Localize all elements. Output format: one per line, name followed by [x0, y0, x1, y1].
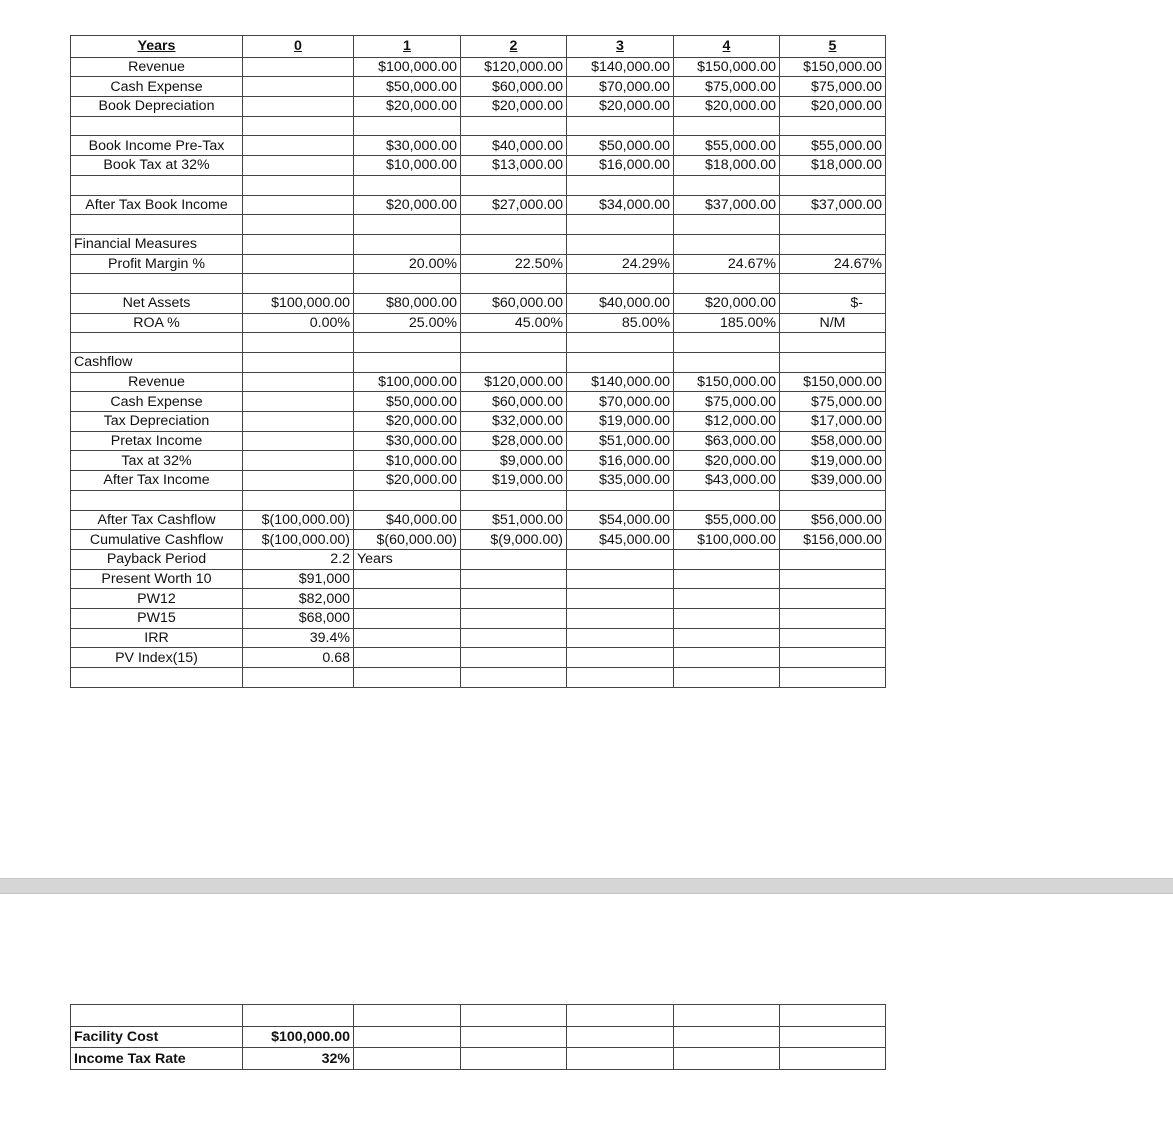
empty-cell: [674, 648, 780, 668]
row-label: Book Tax at 32%: [71, 156, 243, 176]
empty-cell: [674, 608, 780, 628]
empty-cell: [567, 353, 674, 373]
cell: $75,000.00: [674, 392, 780, 412]
section-label: Financial Measures: [71, 234, 243, 254]
blank-row: [71, 1005, 886, 1027]
empty-cell: [354, 1005, 461, 1027]
empty-cell: [354, 1048, 461, 1070]
blank-row: [71, 116, 886, 136]
cell: [243, 372, 354, 392]
cell: 185.00%: [674, 313, 780, 333]
cell: 22.50%: [461, 254, 567, 274]
cell: $60,000.00: [461, 293, 567, 313]
empty-cell: [567, 589, 674, 609]
cell: $75,000.00: [780, 77, 886, 97]
payback-unit: Years: [354, 549, 461, 569]
empty-cell: [461, 116, 567, 136]
after-tax-book-income-row: [71, 195, 886, 215]
analysis-table: [70, 35, 886, 688]
empty-cell: [243, 490, 354, 510]
cell: 85.00%: [567, 313, 674, 333]
cell: $20,000.00: [567, 97, 674, 117]
section-label: Cashflow: [71, 353, 243, 373]
year-2-header: 2: [461, 36, 567, 58]
empty-cell: [243, 353, 354, 373]
empty-cell: [243, 274, 354, 294]
empty-cell: [780, 608, 886, 628]
cf-revenue-row: [71, 372, 886, 392]
cell: $51,000.00: [567, 431, 674, 451]
inputs-table: [70, 1004, 886, 1070]
cell: $80,000.00: [354, 293, 461, 313]
empty-cell: [780, 648, 886, 668]
empty-cell: [461, 490, 567, 510]
empty-cell: [461, 569, 567, 589]
cell: $100,000.00: [354, 57, 461, 77]
empty-cell: [567, 175, 674, 195]
cell: [243, 136, 354, 156]
cell: $17,000.00: [780, 412, 886, 432]
cell: [243, 156, 354, 176]
cell: 20.00%: [354, 254, 461, 274]
year-0-header: 0: [243, 36, 354, 58]
row-label: Pretax Income: [71, 431, 243, 451]
empty-cell: [674, 589, 780, 609]
cell: $9,000.00: [461, 451, 567, 471]
cell: $20,000.00: [461, 97, 567, 117]
net-assets-row: [71, 293, 886, 313]
cell: 24.29%: [567, 254, 674, 274]
empty-cell: [674, 353, 780, 373]
after-tax-cashflow-row: [71, 510, 886, 530]
cf-tax-depreciation-row: [71, 412, 886, 432]
empty-cell: [674, 569, 780, 589]
empty-cell: [674, 175, 780, 195]
cell: $20,000.00: [674, 293, 780, 313]
empty-cell: [674, 549, 780, 569]
cell: $120,000.00: [461, 57, 567, 77]
empty-cell: [461, 1026, 567, 1048]
cell: $39,000.00: [780, 471, 886, 491]
empty-cell: [780, 1005, 886, 1027]
empty-cell: [567, 333, 674, 353]
cell: $100,000.00: [354, 372, 461, 392]
cell: $156,000.00: [780, 530, 886, 550]
cell: $(100,000.00): [243, 530, 354, 550]
row-label: PV Index(15): [71, 648, 243, 668]
cf-cash-expense-row: [71, 392, 886, 412]
empty-cell: [780, 116, 886, 136]
pw12-row: [71, 589, 886, 609]
empty-cell: [243, 333, 354, 353]
empty-cell: [461, 274, 567, 294]
pv-index-value: 0.68: [243, 648, 354, 668]
empty-cell: [461, 333, 567, 353]
empty-cell: [461, 628, 567, 648]
empty-cell: [354, 569, 461, 589]
cell: $50,000.00: [354, 392, 461, 412]
pv-index-row: [71, 648, 886, 668]
empty-cell: [71, 668, 243, 688]
cell: 24.67%: [674, 254, 780, 274]
empty-cell: [674, 1048, 780, 1070]
cell: $16,000.00: [567, 451, 674, 471]
cell: 45.00%: [461, 313, 567, 333]
payback-value: 2.2: [243, 549, 354, 569]
empty-cell: [71, 175, 243, 195]
cell: $28,000.00: [461, 431, 567, 451]
empty-cell: [354, 648, 461, 668]
cell: [243, 57, 354, 77]
empty-cell: [354, 589, 461, 609]
pw15-value: $68,000: [243, 608, 354, 628]
row-label: After Tax Income: [71, 471, 243, 491]
cell: $27,000.00: [461, 195, 567, 215]
cell: $(9,000.00): [461, 530, 567, 550]
empty-cell: [567, 668, 674, 688]
empty-cell: [354, 668, 461, 688]
cell: $13,000.00: [461, 156, 567, 176]
empty-cell: [780, 1026, 886, 1048]
profit-margin-row: [71, 254, 886, 274]
cell: $35,000.00: [567, 471, 674, 491]
page-separator: [0, 878, 1173, 894]
empty-cell: [461, 1048, 567, 1070]
cell: $60,000.00: [461, 392, 567, 412]
cell: $150,000.00: [780, 372, 886, 392]
empty-cell: [674, 628, 780, 648]
cell: $18,000.00: [780, 156, 886, 176]
cell: $32,000.00: [461, 412, 567, 432]
empty-cell: [71, 215, 243, 235]
cell: $150,000.00: [780, 57, 886, 77]
row-label: Present Worth 10: [71, 569, 243, 589]
pw10-row: [71, 569, 886, 589]
cf-tax-row: [71, 451, 886, 471]
cf-after-tax-income-row: [71, 471, 886, 491]
empty-cell: [567, 274, 674, 294]
empty-cell: [780, 274, 886, 294]
row-label: Cash Expense: [71, 392, 243, 412]
blank-row: [71, 490, 886, 510]
cell: [243, 451, 354, 471]
cell: [243, 97, 354, 117]
row-label: Cash Expense: [71, 77, 243, 97]
empty-cell: [354, 234, 461, 254]
row-label: Tax at 32%: [71, 451, 243, 471]
empty-cell: [674, 1005, 780, 1027]
empty-cell: [354, 333, 461, 353]
empty-cell: [567, 1026, 674, 1048]
empty-cell: [567, 608, 674, 628]
cell: $20,000.00: [354, 412, 461, 432]
book-tax-row: [71, 156, 886, 176]
payback-period-row: [71, 549, 886, 569]
row-label: Revenue: [71, 372, 243, 392]
cf-pretax-income-row: [71, 431, 886, 451]
row-label: Income Tax Rate: [71, 1048, 243, 1070]
cell: $70,000.00: [567, 392, 674, 412]
empty-cell: [567, 234, 674, 254]
row-label: Book Depreciation: [71, 97, 243, 117]
empty-cell: [567, 116, 674, 136]
cell: $30,000.00: [354, 431, 461, 451]
empty-cell: [674, 668, 780, 688]
cell: $140,000.00: [567, 372, 674, 392]
empty-cell: [243, 215, 354, 235]
empty-cell: [461, 608, 567, 628]
empty-cell: [243, 175, 354, 195]
empty-cell: [354, 274, 461, 294]
book-income-pretax-row: [71, 136, 886, 156]
empty-cell: [674, 333, 780, 353]
row-label: IRR: [71, 628, 243, 648]
cell: $20,000.00: [674, 97, 780, 117]
empty-cell: [71, 116, 243, 136]
cashflow-section-row: [71, 353, 886, 373]
cell: $100,000.00: [243, 293, 354, 313]
blank-row: [71, 274, 886, 294]
empty-cell: [243, 116, 354, 136]
empty-cell: [780, 490, 886, 510]
cell: $50,000.00: [567, 136, 674, 156]
empty-cell: [71, 274, 243, 294]
empty-cell: [461, 175, 567, 195]
roa-row: [71, 313, 886, 333]
cell: $10,000.00: [354, 451, 461, 471]
cell: [243, 431, 354, 451]
cell: $55,000.00: [674, 510, 780, 530]
empty-cell: [461, 353, 567, 373]
empty-cell: [567, 1005, 674, 1027]
blank-row: [71, 175, 886, 195]
empty-cell: [461, 234, 567, 254]
empty-cell: [780, 549, 886, 569]
cell: [243, 412, 354, 432]
row-label: PW15: [71, 608, 243, 628]
cell: $120,000.00: [461, 372, 567, 392]
years-header-row: [71, 36, 886, 58]
cell: $18,000.00: [674, 156, 780, 176]
revenue-row: [71, 57, 886, 77]
cell: $20,000.00: [354, 195, 461, 215]
empty-cell: [567, 215, 674, 235]
cell: $75,000.00: [780, 392, 886, 412]
income-tax-rate-row: [71, 1048, 886, 1070]
cell: $-: [780, 293, 886, 313]
year-3-header: 3: [567, 36, 674, 58]
empty-cell: [674, 116, 780, 136]
cell: $16,000.00: [567, 156, 674, 176]
empty-cell: [243, 234, 354, 254]
cell: [243, 471, 354, 491]
empty-cell: [354, 490, 461, 510]
empty-cell: [567, 1048, 674, 1070]
cumulative-cashflow-row: [71, 530, 886, 550]
empty-cell: [461, 648, 567, 668]
cell: $37,000.00: [674, 195, 780, 215]
cell: $40,000.00: [461, 136, 567, 156]
year-5-header: 5: [780, 36, 886, 58]
cell: $70,000.00: [567, 77, 674, 97]
cell: $(60,000.00): [354, 530, 461, 550]
cell: $19,000.00: [567, 412, 674, 432]
cell: 24.67%: [780, 254, 886, 274]
irr-value: 39.4%: [243, 628, 354, 648]
row-label: PW12: [71, 589, 243, 609]
pw10-value: $91,000: [243, 569, 354, 589]
empty-cell: [243, 668, 354, 688]
cell: $20,000.00: [780, 97, 886, 117]
cell: $30,000.00: [354, 136, 461, 156]
cell: $40,000.00: [567, 293, 674, 313]
cell: $54,000.00: [567, 510, 674, 530]
pw12-value: $82,000: [243, 589, 354, 609]
empty-cell: [780, 628, 886, 648]
cell: $150,000.00: [674, 372, 780, 392]
empty-cell: [780, 234, 886, 254]
year-4-header: 4: [674, 36, 780, 58]
income-tax-rate-value: 32%: [243, 1048, 354, 1070]
empty-cell: [354, 608, 461, 628]
financial-measures-section-row: [71, 234, 886, 254]
empty-cell: [674, 490, 780, 510]
row-label: Payback Period: [71, 549, 243, 569]
cell: $20,000.00: [354, 97, 461, 117]
empty-cell: [780, 569, 886, 589]
cell: $19,000.00: [461, 471, 567, 491]
empty-cell: [567, 628, 674, 648]
empty-cell: [780, 589, 886, 609]
cell: 25.00%: [354, 313, 461, 333]
pw15-row: [71, 608, 886, 628]
empty-cell: [674, 1026, 780, 1048]
empty-cell: [674, 215, 780, 235]
empty-cell: [674, 234, 780, 254]
cell: $50,000.00: [354, 77, 461, 97]
row-label: Tax Depreciation: [71, 412, 243, 432]
book-depreciation-row: [71, 97, 886, 117]
empty-cell: [461, 1005, 567, 1027]
cell: N/M: [780, 313, 886, 333]
empty-cell: [71, 490, 243, 510]
empty-cell: [461, 589, 567, 609]
spreadsheet-page-2: [0, 894, 1173, 1121]
row-label: Facility Cost: [71, 1026, 243, 1048]
row-label: ROA %: [71, 313, 243, 333]
years-label: Years: [71, 36, 243, 58]
cell: $37,000.00: [780, 195, 886, 215]
cell: $63,000.00: [674, 431, 780, 451]
empty-cell: [780, 1048, 886, 1070]
row-label: Profit Margin %: [71, 254, 243, 274]
cell: $43,000.00: [674, 471, 780, 491]
cell: $55,000.00: [780, 136, 886, 156]
row-label: Net Assets: [71, 293, 243, 313]
cell: $60,000.00: [461, 77, 567, 97]
cell: $45,000.00: [567, 530, 674, 550]
blank-row: [71, 333, 886, 353]
cell: $40,000.00: [354, 510, 461, 530]
cell: $100,000.00: [674, 530, 780, 550]
empty-cell: [780, 333, 886, 353]
cell: 0.00%: [243, 313, 354, 333]
cell: $10,000.00: [354, 156, 461, 176]
empty-cell: [354, 116, 461, 136]
cell: $55,000.00: [674, 136, 780, 156]
empty-cell: [354, 215, 461, 235]
empty-cell: [567, 549, 674, 569]
empty-cell: [354, 175, 461, 195]
irr-row: [71, 628, 886, 648]
empty-cell: [461, 549, 567, 569]
empty-cell: [461, 215, 567, 235]
cell: [243, 254, 354, 274]
row-label: After Tax Book Income: [71, 195, 243, 215]
facility-cost-value: $100,000.00: [243, 1026, 354, 1048]
facility-cost-row: [71, 1026, 886, 1048]
empty-cell: [71, 1005, 243, 1027]
cell: $20,000.00: [674, 451, 780, 471]
cell: $75,000.00: [674, 77, 780, 97]
row-label: Cumulative Cashflow: [71, 530, 243, 550]
empty-cell: [567, 490, 674, 510]
cell: $34,000.00: [567, 195, 674, 215]
year-1-header: 1: [354, 36, 461, 58]
empty-cell: [567, 569, 674, 589]
empty-cell: [71, 333, 243, 353]
cell: $51,000.00: [461, 510, 567, 530]
row-label: Revenue: [71, 57, 243, 77]
empty-cell: [780, 668, 886, 688]
row-label: Book Income Pre-Tax: [71, 136, 243, 156]
empty-cell: [354, 1026, 461, 1048]
cell: [243, 77, 354, 97]
empty-cell: [780, 353, 886, 373]
empty-cell: [354, 628, 461, 648]
blank-row: [71, 668, 886, 688]
empty-cell: [461, 668, 567, 688]
empty-cell: [243, 1005, 354, 1027]
cell: [243, 392, 354, 412]
cell: $150,000.00: [674, 57, 780, 77]
cell: $56,000.00: [780, 510, 886, 530]
cash-expense-row: [71, 77, 886, 97]
cell: $58,000.00: [780, 431, 886, 451]
empty-cell: [354, 353, 461, 373]
cell: $140,000.00: [567, 57, 674, 77]
empty-cell: [780, 215, 886, 235]
row-label: After Tax Cashflow: [71, 510, 243, 530]
cell: $20,000.00: [354, 471, 461, 491]
cell: [243, 195, 354, 215]
cell: $12,000.00: [674, 412, 780, 432]
cell: $(100,000.00): [243, 510, 354, 530]
empty-cell: [780, 175, 886, 195]
blank-row: [71, 215, 886, 235]
empty-cell: [674, 274, 780, 294]
cell: $19,000.00: [780, 451, 886, 471]
empty-cell: [567, 648, 674, 668]
